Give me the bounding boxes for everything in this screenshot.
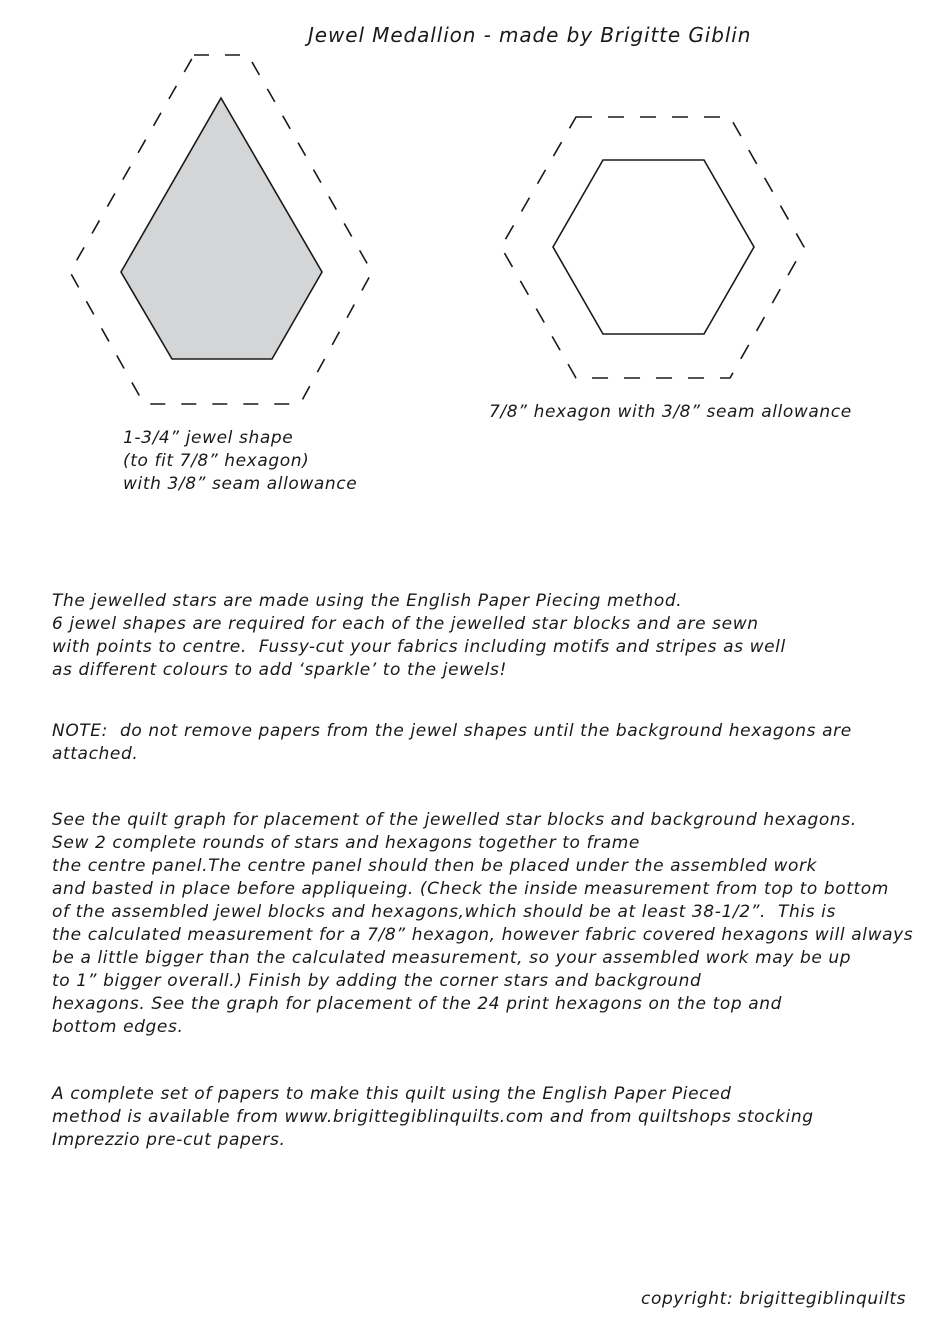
hexagon-shape xyxy=(553,160,754,334)
hexagon-seam-allowance-outline xyxy=(501,117,804,378)
text-line: Sew 2 complete rounds of stars and hexagons together to frame xyxy=(52,833,640,853)
paragraph-note xyxy=(52,720,852,766)
text-line: Imprezzio pre-cut papers. xyxy=(52,1130,286,1150)
text-line: See the quilt graph for placement of the jewelled star blocks and background hexagons. xyxy=(52,810,857,830)
text-line: 6 jewel shapes are required for each of the jewelled star blocks and are sewn xyxy=(52,614,759,634)
text-line: and basted in place before appliqueing. (Check the inside measurement from top to bottom xyxy=(52,879,889,899)
hexagon-caption: 7/8” hexagon with 3/8” seam allowance xyxy=(489,402,852,422)
paragraph-papers xyxy=(52,1083,814,1152)
text-line: the centre panel.The centre panel should then be placed under the assembled work xyxy=(52,856,817,876)
jewel-caption-line: 1-3/4” jewel shape xyxy=(123,428,294,448)
text-line: NOTE: do not remove papers from the jewel shapes until the background hexagons are xyxy=(52,721,852,741)
text-line: the calculated measurement for a 7/8” hexagon, however fabric covered hexagons will always xyxy=(52,925,914,945)
copyright-notice: copyright: brigittegiblinquilts xyxy=(641,1289,907,1309)
paragraph-method xyxy=(52,590,786,682)
page-title: Jewel Medallion - made by Brigitte Giblin xyxy=(308,23,752,47)
text-line: be a little bigger than the calculated measurement, so your assembled work may be up xyxy=(52,948,852,968)
text-line: The jewelled stars are made using the English Paper Piecing method. xyxy=(52,591,683,611)
text-line: A complete set of papers to make this quilt using the English Paper Pieced xyxy=(52,1084,732,1104)
text-line: to 1” bigger overall.) Finish by adding the corner stars and background xyxy=(52,971,702,991)
text-line: hexagons. See the graph for placement of the 24 print hexagons on the top and xyxy=(52,994,783,1014)
text-line: with points to centre. Fussy-cut your fabrics including motifs and stripes as well xyxy=(52,637,786,657)
jewel-caption-line: (to fit 7/8” hexagon) xyxy=(123,451,310,471)
jewel-caption xyxy=(123,427,357,496)
text-line: attached. xyxy=(52,744,139,764)
text-line: of the assembled jewel blocks and hexagons,which should be at least 38-1/2”. This is xyxy=(52,902,836,922)
paragraph-assembly xyxy=(52,809,913,1039)
text-line: bottom edges. xyxy=(52,1017,184,1037)
text-line: as different colours to add ‘sparkle’ to the jewels! xyxy=(52,660,507,680)
text-line: method is available from www.brigittegiblinquilts.com and from quiltshops stocking xyxy=(52,1107,814,1127)
jewel-caption-line: with 3/8” seam allowance xyxy=(123,474,358,494)
